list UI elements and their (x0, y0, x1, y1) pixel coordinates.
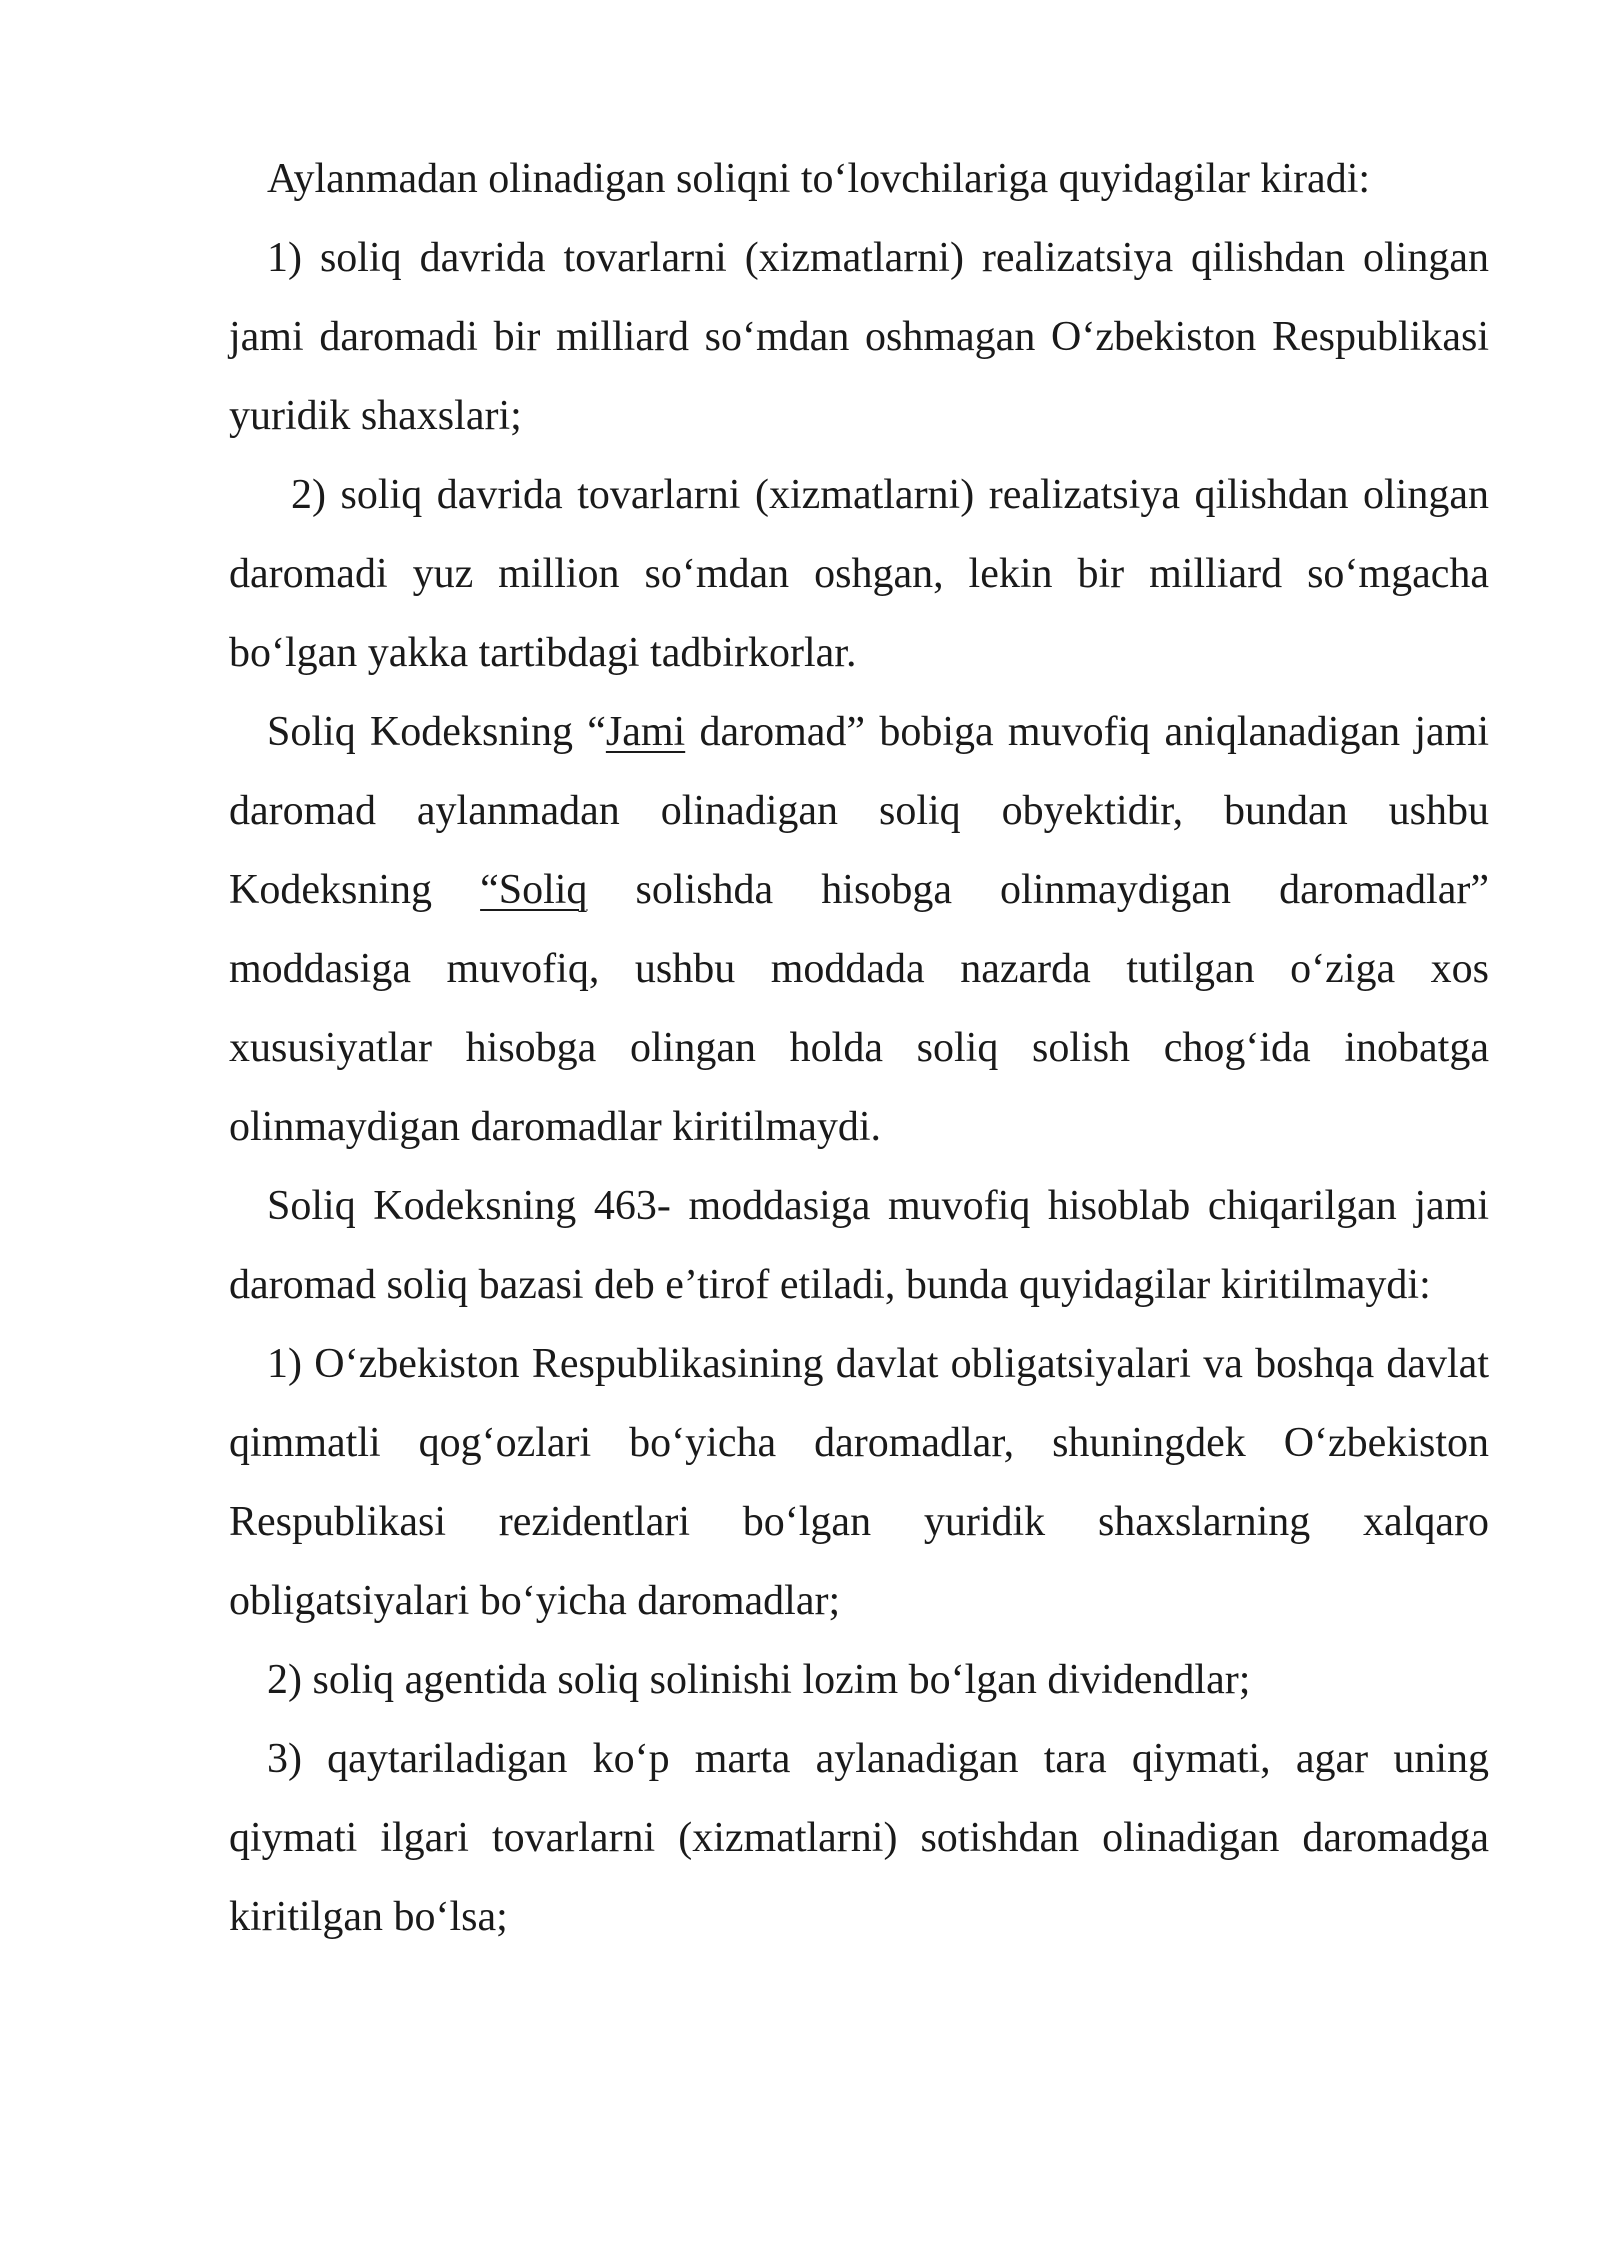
paragraph-text: daromad” bobiga muvofiq aniqlanadigan jami daromad aylanmadan olinadigan soliq obyektidir, bundan ushbu Kodeksning (229, 709, 1490, 913)
paragraph-tax-base: Soliq Kodeksning 463- moddasiga muvofiq hisoblab chiqarilgan jami daromad soliq bazasi deb e’tirof etiladi, bunda quyidagilar kiritilmaydi: (229, 1183, 1489, 1308)
paragraph-intro: Aylanmadan olinadigan soliqni to‘lovchilariga quyidagilar kiradi: (267, 156, 1371, 202)
paragraph-item-1-legal-entities: 1) soliq davrida tovarlarni (xizmatlarni) realizatsiya qilishdan olingan jami daromadi bir milliard so‘mdan oshmagan O‘zbekiston Respublikasi yuridik shaxslari; (229, 235, 1489, 439)
paragraph-exclusion-1: 1) O‘zbekiston Respublikasining davlat obligatsiyalari va boshqa davlat qimmatli qog‘ozlari bo‘yicha daromadlar, shuningdek O‘zbekiston Respublikasi rezidentlari bo‘lgan yuridik shaxslarning xalqaro obligatsiyalari bo‘yicha daromadlar; (229, 1341, 1489, 1624)
paragraph-tax-object (229, 693, 1489, 1167)
soliq-link[interactable]: “Soliq (480, 867, 588, 913)
paragraph-exclusion-2: 2) soliq agentida soliq solinishi lozim bo‘lgan dividendlar; (267, 1657, 1251, 1703)
jami-link[interactable]: Jami (605, 709, 686, 755)
paragraph-text: Soliq Kodeksning “ (267, 709, 606, 755)
paragraph-item-2-entrepreneurs: 2) soliq davrida tovarlarni (xizmatlarni) realizatsiya qilishdan olingan daromadi yuz million so‘mdan oshgan, lekin bir milliard so‘mgacha bo‘lgan yakka tartibdagi tadbirkorlar. (229, 472, 1489, 676)
paragraph-text: solishda hisobga olinmaydigan daromadlar” moddasiga muvofiq, ushbu moddada nazarda tutilgan o‘ziga xos xususiyatlar hisobga olingan holda soliq solish chog‘ida inobatga olinmaydigan daromadlar kiritilmaydi. (229, 867, 1489, 1150)
paragraph-exclusion-3: 3) qaytariladigan ko‘p marta aylanadigan tara qiymati, agar uning qiymati ilgari tovarlarni (xizmatlarni) sotishdan olinadigan daromadga kiritilgan bo‘lsa; (229, 1736, 1489, 1940)
document-page (229, 140, 1489, 1957)
